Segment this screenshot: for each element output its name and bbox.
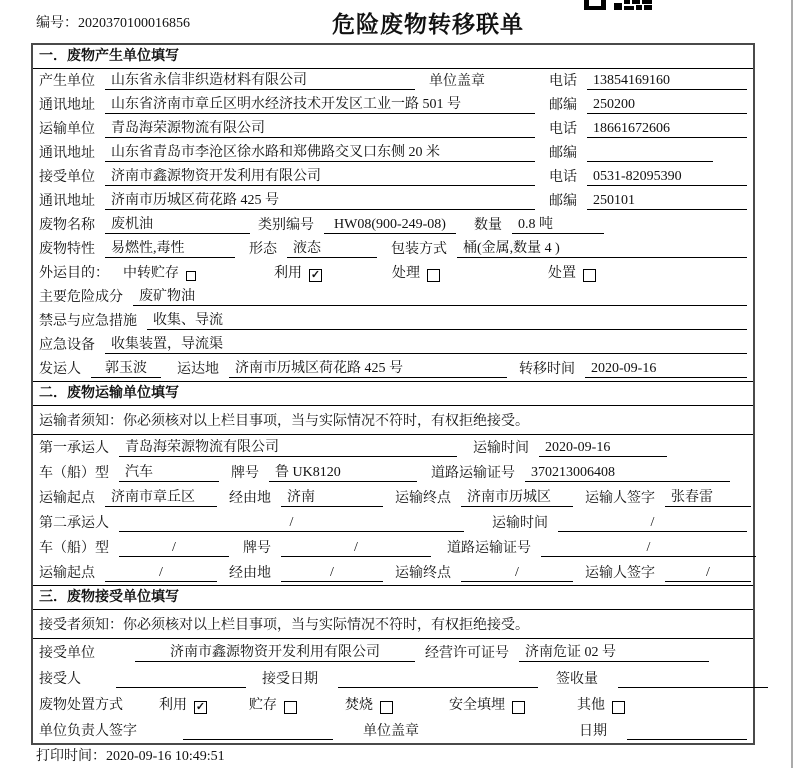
page-title: 危险废物转移联单 [332, 12, 524, 37]
vehicle2-type-label: 车（船）型 [39, 541, 109, 556]
route2-end-value: / [461, 564, 573, 582]
receipt-qty-label: 签收量 [556, 672, 598, 687]
carrier1-value: 青岛海荣源物流有限公司 [119, 439, 457, 457]
option-label: 其他 [577, 698, 605, 713]
route1-sign-label: 运输人签字 [585, 491, 655, 506]
route1-start-value: 济南市章丘区 [105, 489, 217, 507]
section1-header: 一．废物产生单位填写 [33, 45, 753, 69]
row-purpose [33, 261, 753, 285]
accept-date-value [338, 671, 538, 688]
dispatcher-name: 郭玉波 [91, 360, 161, 378]
vehicle1-plate-label: 牌号 [231, 466, 259, 481]
waste-traits-value: 易燃性,毒性 [105, 240, 235, 258]
transporter-addr-label: 通讯地址 [39, 146, 95, 161]
row-transporter-address [33, 141, 753, 165]
route2-via-value: / [281, 564, 383, 582]
equipment-value: 收集装置，导流渠 [105, 336, 747, 354]
section2-note: 运输者须知：你必须核对以上栏目事项，当与实际情况不符时，有权拒绝接受。 [33, 406, 753, 435]
transfer-date-value: 2020-09-16 [585, 360, 747, 378]
transporter-phone-value: 18661672606 [587, 120, 747, 138]
disposal-option-use [159, 697, 207, 714]
carrier1-time-label: 运输时间 [473, 441, 529, 456]
checkbox-dispose [583, 269, 596, 282]
print-time-value: 2020-09-16 10:49:51 [106, 749, 225, 764]
waste-form-label: 形态 [249, 242, 277, 257]
waste-category-value: HW08(900-249-08) [324, 216, 456, 234]
acceptor-name-value [116, 671, 246, 688]
transporter-zip-value [587, 145, 713, 162]
hazard-label: 主要危险成分 [39, 290, 123, 305]
waste-form-value: 液态 [287, 240, 377, 258]
carrier1-label: 第一承运人 [39, 441, 109, 456]
unit-stamp-label: 单位盖章 [363, 724, 419, 739]
emergency-value: 收集、导流 [147, 312, 747, 330]
accept-unit-label: 接受单位 [39, 646, 95, 661]
transporter-value: 青岛海荣源物流有限公司 [105, 120, 535, 138]
packing-value: 桶(金属,数量 4 ) [457, 240, 747, 258]
row-dispatch [33, 357, 753, 381]
row-route1 [33, 485, 753, 510]
carrier2-label: 第二承运人 [39, 516, 109, 531]
row-producer-address [33, 93, 753, 117]
row-transporter [33, 117, 753, 141]
option-label: 贮存 [249, 698, 277, 713]
disposal-option-incinerate [345, 697, 393, 714]
row-signoff [33, 717, 753, 743]
carrier2-value: / [119, 514, 464, 532]
route1-end-label: 运输终点 [395, 491, 451, 506]
carrier2-time-value: / [558, 514, 747, 532]
row-accept-unit [33, 639, 753, 665]
destination-label: 运达地 [177, 362, 219, 377]
route2-start-label: 运输起点 [39, 566, 95, 581]
row-waste-name [33, 213, 753, 237]
section3-note: 接受者须知：你必须核对以上栏目事项，当与实际情况不符时，有权拒绝接受。 [33, 610, 753, 639]
waste-qty-value: 0.8 吨 [512, 216, 604, 234]
disposal-option-store [249, 697, 297, 714]
receiver-addr-value: 济南市历城区荷花路 425 号 [105, 192, 535, 210]
option-label: 中转贮存 [123, 266, 179, 281]
transporter-label: 运输单位 [39, 122, 95, 137]
purpose-option-transfer [123, 265, 196, 282]
route1-end-value: 济南市历城区 [461, 489, 573, 507]
producer-zip-label: 邮编 [549, 98, 577, 113]
checkbox-other [612, 701, 625, 714]
accept-date-label: 接受日期 [262, 672, 318, 687]
manifest-form [31, 43, 755, 745]
license-value: 济南危证 02 号 [519, 644, 709, 662]
responsible-sign-value [183, 723, 333, 740]
route1-start-label: 运输起点 [39, 491, 95, 506]
vehicle2-type-value: / [119, 539, 229, 557]
waste-name-label: 废物名称 [39, 218, 95, 233]
purpose-option-dispose [548, 265, 596, 282]
route2-via-label: 经由地 [229, 566, 271, 581]
row-carrier2 [33, 510, 753, 535]
producer-phone-value: 13854169160 [587, 72, 747, 90]
emergency-label: 禁忌与应急措施 [39, 314, 137, 329]
row-receiver-address [33, 189, 753, 213]
print-time [36, 745, 225, 765]
vehicle1-permit-value: 370213006408 [525, 464, 730, 482]
stamp-label: 单位盖章 [429, 74, 485, 89]
checkbox-transfer-storage [186, 271, 196, 281]
row-route2 [33, 560, 753, 585]
print-time-label: 打印时间： [36, 749, 106, 764]
doc-number [36, 12, 190, 32]
purpose-option-use [274, 265, 322, 282]
sign-date-label: 日期 [579, 724, 607, 739]
checkbox-use-checked: ✓ [310, 269, 321, 281]
route1-via-label: 经由地 [229, 491, 271, 506]
checkbox-use-checked: ✓ [195, 701, 206, 713]
route2-sign-label: 运输人签字 [585, 566, 655, 581]
purpose-option-treat [392, 265, 440, 282]
accept-unit-value: 济南市鑫源物资开发利用有限公司 [135, 644, 415, 662]
section3-header: 三．废物接受单位填写 [33, 585, 753, 610]
receiver-phone-label: 电话 [549, 170, 577, 185]
producer-addr-label: 通讯地址 [39, 98, 95, 113]
doc-number-value: 2020370100016856 [78, 16, 190, 31]
doc-number-label: 编号： [36, 16, 78, 31]
route1-via-value: 济南 [281, 489, 383, 507]
producer-phone-label: 电话 [549, 74, 577, 89]
vehicle2-plate-label: 牌号 [243, 541, 271, 556]
destination-value: 济南市历城区荷花路 425 号 [229, 360, 507, 378]
row-hazard [33, 285, 753, 309]
row-receiver [33, 165, 753, 189]
acceptor-label: 接受人 [39, 672, 81, 687]
receiver-value: 济南市鑫源物资开发利用有限公司 [105, 168, 535, 186]
producer-addr-value: 山东省济南市章丘区明水经济技术开发区工业一路 501 号 [105, 96, 535, 114]
row-carrier1 [33, 435, 753, 460]
disposal-option-other [577, 697, 625, 714]
route2-start-value: / [105, 564, 217, 582]
section2-header: 二．废物运输单位填写 [33, 381, 753, 406]
vehicle1-type-label: 车（船）型 [39, 466, 109, 481]
producer-zip-value: 250200 [587, 96, 747, 114]
waste-traits-label: 废物特性 [39, 242, 95, 257]
waste-name-value: 废机油 [105, 216, 250, 234]
equipment-label: 应急设备 [39, 338, 95, 353]
license-label: 经营许可证号 [425, 646, 509, 661]
row-equipment [33, 333, 753, 357]
row-vehicle1 [33, 460, 753, 485]
row-waste-traits [33, 237, 753, 261]
vehicle2-permit-label: 道路运输证号 [447, 541, 531, 556]
checkbox-incinerate [380, 701, 393, 714]
responsible-sign-label: 单位负责人签字 [39, 724, 137, 739]
hazard-value: 废矿物油 [133, 288, 747, 306]
disposal-label: 废物处置方式 [39, 698, 123, 713]
option-label: 处理 [392, 266, 420, 281]
page-right-edge [791, 0, 793, 768]
option-label: 处置 [548, 266, 576, 281]
receiver-label: 接受单位 [39, 170, 95, 185]
checkbox-store [284, 701, 297, 714]
row-vehicle2 [33, 535, 753, 560]
route1-sign-value: 张春雷 [665, 489, 751, 507]
option-label: 焚烧 [345, 698, 373, 713]
transporter-phone-label: 电话 [549, 122, 577, 137]
sign-date-value [627, 723, 747, 740]
qr-code-fragment [584, 0, 652, 10]
receipt-qty-value [618, 671, 768, 688]
vehicle2-permit-value: / [541, 539, 756, 557]
route2-sign-value: / [665, 564, 751, 582]
row-disposal [33, 691, 753, 717]
vehicle1-plate-value: 鲁 UK8120 [269, 464, 417, 482]
purpose-label: 外运目的： [39, 266, 109, 281]
packing-label: 包装方式 [391, 242, 447, 257]
vehicle1-permit-label: 道路运输证号 [431, 466, 515, 481]
carrier1-time-value: 2020-09-16 [539, 439, 667, 457]
receiver-addr-label: 通讯地址 [39, 194, 95, 209]
vehicle1-type-value: 汽车 [119, 464, 219, 482]
receiver-phone-value: 0531-82095390 [587, 168, 747, 186]
carrier2-time-label: 运输时间 [492, 516, 548, 531]
dispatcher-label: 发运人 [39, 362, 81, 377]
option-label: 利用 [159, 698, 187, 713]
row-producer [33, 69, 753, 93]
row-acceptor [33, 665, 753, 691]
option-label: 利用 [274, 266, 302, 281]
producer-value: 山东省永信非织造材料有限公司 [105, 72, 415, 90]
transfer-date-label: 转移时间 [519, 362, 575, 377]
route2-end-label: 运输终点 [395, 566, 451, 581]
option-label: 安全填埋 [449, 698, 505, 713]
disposal-option-landfill [449, 697, 525, 714]
receiver-zip-value: 250101 [587, 192, 747, 210]
checkbox-treat [427, 269, 440, 282]
receiver-zip-label: 邮编 [549, 194, 577, 209]
checkbox-landfill [512, 701, 525, 714]
producer-label: 产生单位 [39, 74, 95, 89]
vehicle2-plate-value: / [281, 539, 431, 557]
waste-qty-label: 数量 [474, 218, 502, 233]
transporter-addr-value: 山东省青岛市李沧区徐水路和郑佛路交叉口东侧 20 米 [105, 144, 535, 162]
waste-category-label: 类别编号 [258, 218, 314, 233]
row-emergency [33, 309, 753, 333]
transporter-zip-label: 邮编 [549, 146, 577, 161]
